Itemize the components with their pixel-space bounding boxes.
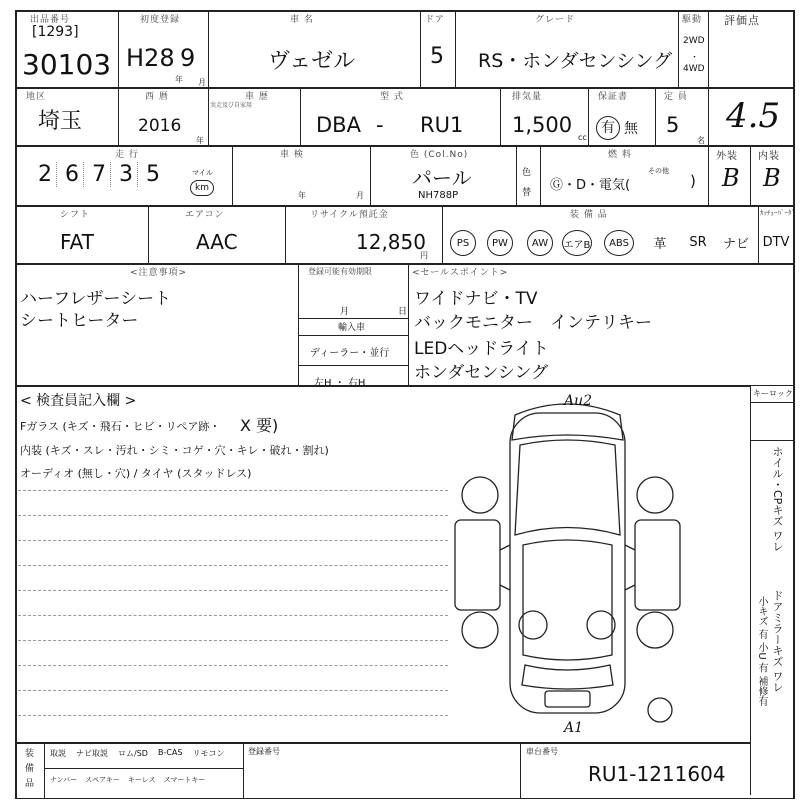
plate-label: 登録番号 bbox=[248, 747, 280, 756]
handle-value: 左H ・ 右H bbox=[314, 378, 366, 389]
color-change-bottom: 替 bbox=[522, 188, 532, 198]
capacity-unit: 名 bbox=[697, 136, 705, 145]
fuel-label: 燃 料 bbox=[608, 150, 632, 160]
listing-number-label: 出品番号 bbox=[30, 15, 71, 25]
equipment-aw: AW bbox=[527, 230, 553, 256]
year-label: 西 暦 bbox=[145, 92, 169, 102]
history-sub-label: 実走及び自家用 bbox=[210, 102, 253, 109]
capacity-label: 定 員 bbox=[664, 92, 688, 102]
drive-4wd: 4WD bbox=[683, 64, 705, 74]
history-label: 車 歴 bbox=[245, 92, 269, 102]
grade: RS・ホンダセンシング bbox=[478, 50, 673, 72]
mileage-digit: 5 bbox=[146, 162, 160, 187]
drive-2wd: 2WD bbox=[683, 36, 705, 46]
fuel-other-label: その他 bbox=[648, 167, 669, 175]
region-label: 地区 bbox=[26, 92, 47, 102]
side-note-scratch: 小キズ 有 小U 有 補修有 bbox=[756, 596, 767, 707]
footer-item: B-CAS bbox=[157, 748, 183, 757]
side-note-wheel: ホイル・CPキズ ワレ bbox=[771, 446, 784, 552]
aircon: AAC bbox=[196, 230, 238, 254]
footer-item: 取説 bbox=[50, 749, 66, 758]
equipment-sr: SR bbox=[689, 234, 707, 250]
drive-label: 駆動 bbox=[682, 15, 703, 25]
first-reg-era-year: H28 bbox=[126, 44, 175, 72]
equipment-ps: PS bbox=[450, 230, 476, 256]
inspector-line: 内装 (キズ・スレ・汚れ・シミ・コゲ・穴・キレ・破れ・割れ) bbox=[20, 444, 329, 457]
equipment-airbag: エアB bbox=[562, 230, 592, 256]
caution-label: <注意事項> bbox=[130, 268, 188, 278]
diagram-mark-bottom: A1 bbox=[564, 720, 584, 736]
door-label: ドア bbox=[425, 15, 445, 25]
car-name-label: 車 名 bbox=[290, 15, 314, 25]
chassis-label: 車台番号 bbox=[526, 747, 558, 756]
exterior-label: 外装 bbox=[716, 151, 738, 162]
inspector-title: < 検査員記入欄 > bbox=[20, 393, 137, 409]
equipment-leather: 革 bbox=[653, 236, 667, 252]
first-reg-month-unit: 月 bbox=[198, 78, 206, 87]
registration-deadline-label: 登録可能有効期限 bbox=[308, 267, 372, 276]
interior-grade: B bbox=[763, 164, 781, 192]
footer-item: スマートキー bbox=[163, 776, 206, 784]
recycle-fee: 12,850 bbox=[356, 230, 426, 254]
glass-mark: X 要) bbox=[240, 416, 279, 435]
registration-day-unit: 日 bbox=[398, 307, 408, 317]
chassis-number: RU1-1211604 bbox=[588, 762, 726, 786]
grade-label: グレード bbox=[535, 15, 576, 25]
recycle-unit: 円 bbox=[420, 251, 428, 260]
shift: FAT bbox=[60, 230, 95, 254]
import-label: 輸入車 bbox=[338, 323, 366, 333]
rating-label: 評価点 bbox=[724, 14, 760, 27]
model-label: 型 式 bbox=[380, 92, 404, 102]
fuel-options: Ⓖ・D・電気( bbox=[550, 178, 631, 193]
mileage-unit-km: km bbox=[190, 180, 214, 196]
listing-code: [1293] bbox=[32, 24, 79, 40]
warranty-label: 保証書 bbox=[598, 92, 629, 102]
model-year: 2016 bbox=[138, 116, 182, 136]
caution-line: シートヒーター bbox=[20, 311, 139, 331]
footer-item: ナンバー bbox=[50, 776, 78, 784]
inspector-line: オーディオ (無し・穴) / タイヤ (スタッドレス) bbox=[20, 467, 252, 480]
sales-point: LEDヘッドライト bbox=[414, 339, 549, 359]
equipment-navi: ナビ bbox=[722, 236, 749, 252]
footer-items-bottom bbox=[50, 775, 205, 785]
color-change-top: 色 bbox=[522, 168, 532, 178]
diagram-mark-top: Au2 bbox=[564, 393, 593, 409]
displacement-unit: cc bbox=[578, 133, 587, 142]
footer-equipment-label: 装備品 bbox=[23, 748, 33, 793]
keylock-label: キーロック bbox=[753, 389, 793, 398]
mileage-digit: 2 bbox=[34, 162, 57, 187]
fuel-close-paren: ) bbox=[690, 172, 696, 190]
warranty-no: 無 bbox=[624, 121, 638, 137]
caution-line: ハーフレザーシート bbox=[20, 289, 172, 309]
shaken-label: 車 検 bbox=[280, 150, 304, 160]
mileage-digit: 7 bbox=[88, 162, 111, 187]
sales-points-label: <セールスポイント> bbox=[412, 268, 509, 278]
shaken-month-unit: 月 bbox=[356, 191, 364, 200]
interior-label: 内装 bbox=[758, 151, 780, 162]
warranty-yes-circled: 有 bbox=[596, 116, 620, 140]
region: 埼玉 bbox=[38, 109, 83, 134]
shift-label: シフト bbox=[60, 210, 91, 220]
equipment-pw: PW bbox=[487, 230, 513, 256]
color-label: 色 (Col.No) bbox=[410, 150, 469, 160]
equipment-note: ｶｯﾁｭｰﾊﾞｰﾀﾞ bbox=[760, 209, 795, 217]
car-name: ヴェゼル bbox=[268, 49, 356, 74]
displacement-label: 排気量 bbox=[512, 92, 543, 102]
model-dash: - bbox=[376, 113, 384, 137]
drive-separator: ・ bbox=[690, 53, 700, 63]
mileage-digit: 6 bbox=[61, 162, 84, 187]
model-prefix: DBA bbox=[316, 113, 361, 137]
first-reg-month: 9 bbox=[180, 44, 196, 72]
side-note-mirror: ドアミラーキズ ワレ bbox=[771, 590, 784, 693]
color: パール bbox=[412, 166, 472, 190]
mileage-unit-mile: マイル bbox=[192, 169, 213, 177]
mileage-digit: 3 bbox=[115, 162, 138, 187]
import-value: ディーラー・並行 bbox=[310, 348, 390, 359]
equipment-label: 装 備 品 bbox=[570, 210, 608, 220]
footer-item: リモコン bbox=[192, 749, 225, 758]
footer-item: スペアキー bbox=[85, 776, 120, 784]
first-reg-year-unit: 年 bbox=[175, 75, 183, 84]
footer-item: ロム/SD bbox=[118, 749, 148, 758]
rating-value: 4.5 bbox=[726, 96, 781, 136]
color-code: NH788P bbox=[418, 190, 459, 201]
model-code: RU1 bbox=[420, 113, 464, 137]
footer-item: キーレス bbox=[127, 776, 156, 784]
door-count: 5 bbox=[430, 44, 444, 69]
footer-items-top bbox=[50, 748, 224, 759]
listing-number: 30103 bbox=[22, 48, 112, 81]
registration-month-unit: 月 bbox=[340, 307, 350, 317]
mileage-digits bbox=[34, 162, 164, 187]
exterior-grade: B bbox=[722, 164, 740, 192]
sales-point: ワイドナビ・TV bbox=[414, 289, 538, 309]
shaken-year-unit: 年 bbox=[298, 191, 306, 200]
model-year-unit: 年 bbox=[196, 136, 204, 145]
capacity: 5 bbox=[666, 113, 680, 137]
equipment-abs: ABS bbox=[604, 230, 634, 256]
mileage-label: 走 行 bbox=[115, 150, 139, 160]
recycle-label: リサイクル預託金 bbox=[310, 210, 389, 220]
inspector-line: Fガラス (キズ・飛石・ヒビ・リペア跡・ bbox=[20, 420, 221, 433]
car-diagram bbox=[445, 395, 690, 740]
sales-point: ホンダセンシング bbox=[414, 363, 549, 383]
displacement: 1,500 bbox=[512, 113, 573, 137]
footer-item: ナビ取説 bbox=[76, 749, 108, 758]
first-registration-label: 初度登録 bbox=[140, 15, 181, 25]
equipment-dtv: DTV bbox=[762, 234, 790, 250]
aircon-label: エアコン bbox=[185, 210, 225, 220]
sales-point: バックモニター インテリキー bbox=[414, 313, 652, 333]
